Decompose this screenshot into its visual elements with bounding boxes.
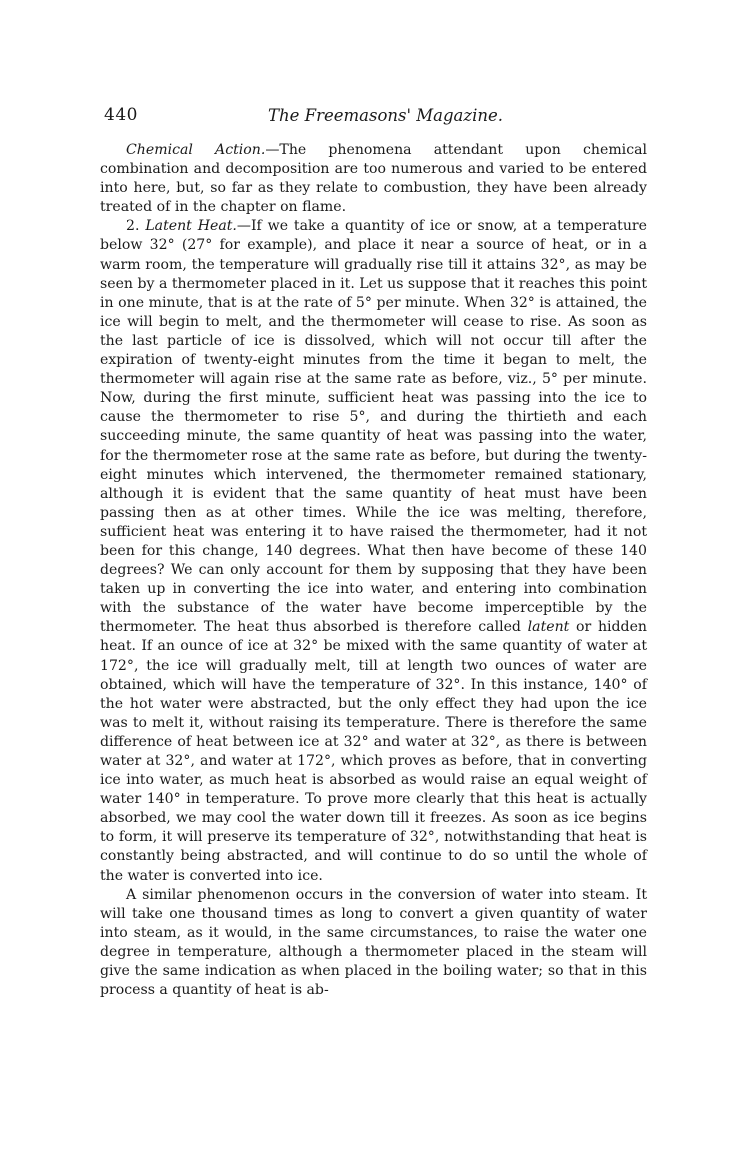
paragraph-latent-heat — [100, 217, 647, 885]
paragraph-text: A similar phenomenon occurs in the conversion of water into steam. It will take one thousand times as long to convert a given quantity of water into steam, as it would, in the same circumstances, to raise the water one degree in temperature, although a thermometer placed in the steam will give the same indication as when placed in the boiling water; so that in this process a quantity of heat is ab- — [100, 886, 647, 999]
section-number: 2. — [126, 218, 146, 235]
paragraph-text: —If we take a quantity of ice or snow, at a temperature below 32° (27° for example), and place it near a source of heat, or in a warm room, the temperature will gradually rise till it attains 32°, as may be seen by a thermometer placed in it. Let us suppose that it reaches this point in one minute, that is at the rate of 5° per minute. When 32° is attained, the ice will begin to melt, and the thermometer will cease to rise. As soon as the last particle of ice is dissolved, which will not occur till after the expiration of twenty-eight minutes from the time it began to melt, the thermometer will again rise at the same rate as before, viz., 5° per minute. Now, during the first minute, sufficient heat was passing into the ice to cause the thermometer to rise 5°, and during the thirtieth and each succeeding minute, the same quantity of heat was passing into the water, for the thermometer rose at the same rate as before, but during the twenty-eight minutes which intervened, the thermometer remained stationary, although it is evident that the same quantity of heat must have been passing then as at other times. While the ice was melting, therefore, sufficient heat was entering it to have raised the thermometer, had it not been for this change, 140 degrees. What then have become of these 140 degrees? We can only account for them by supposing that they have been taken up in converting the ice into water, and entering into combination with the substance of the water have become imperceptible by the thermometer. The heat thus absorbed is therefore called — [100, 218, 647, 636]
section-heading-chemical-action: Chemical Action. — [126, 142, 266, 158]
magazine-title: The Freemasons' Magazine. — [268, 106, 504, 125]
section-heading-latent-heat: Latent Heat. — [145, 218, 237, 235]
paragraph-text: —The phenomena attendant upon chemical combination and decomposition are too numerous and varied to be entered into here, but, so far as they relate to combustion, they have been already treated of in the chapter on flame. — [100, 142, 647, 216]
paragraph-text: or hidden heat. If an ounce of ice at 32° be mixed with the same quantity of water at 172°, the ice will gradually melt, till at length two ounces of water are obtained, which will have the temperature of 32°. In this instance, 140° of the hot water were abstracted, but the only effect they had upon the ice was to melt it, without raising its temperature. There is therefore the same difference of heat between ice at 32° and water at 32°, as there is between water at 32°, and water at 172°, which proves as before, that in converting ice into water, as much heat is absorbed as would raise an equal weight of water 140° in temperature. To prove more clearly that this heat is actually absorbed, we may cool the water down till it freezes. As soon as ice begins to form, it will preserve its temperature of 32°, notwithstanding that heat is constantly being abstracted, and will continue to do so until the whole of the water is converted into ice. — [100, 619, 647, 884]
emphasized-term: latent — [527, 619, 570, 636]
page-number: 440 — [104, 105, 138, 125]
article-body — [100, 141, 647, 1000]
running-head — [100, 103, 647, 131]
paragraph-chemical-action — [100, 141, 647, 217]
page — [100, 103, 647, 1000]
paragraph-steam — [100, 886, 647, 1001]
